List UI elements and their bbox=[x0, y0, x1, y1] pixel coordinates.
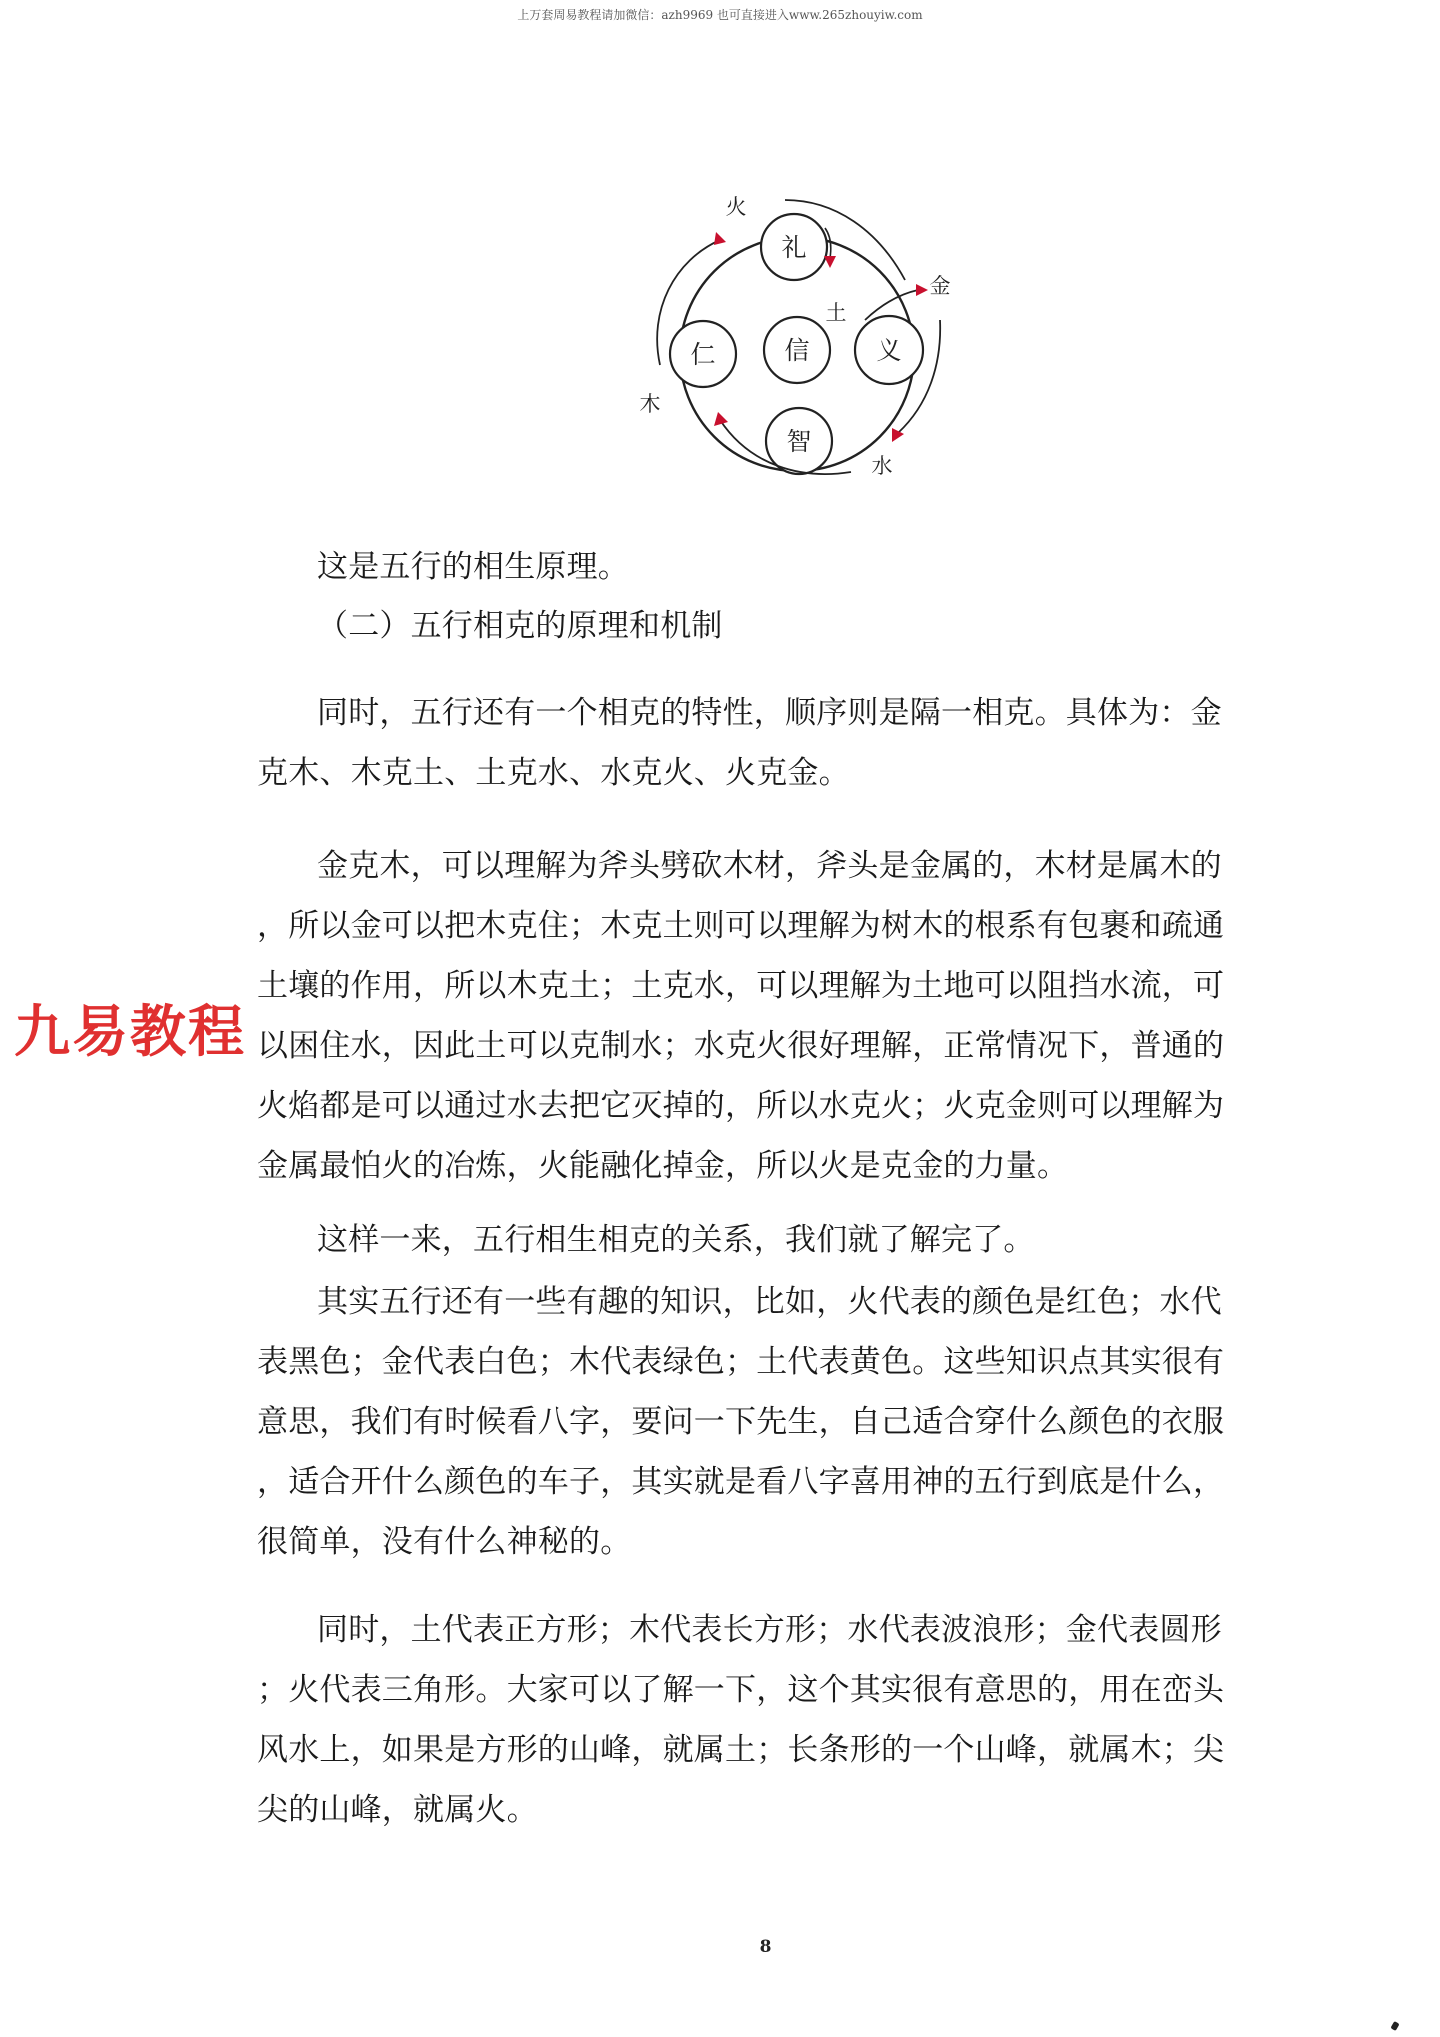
virtue-zhi: 智 bbox=[786, 427, 812, 456]
virtue-yi: 义 bbox=[876, 336, 902, 365]
element-wood-label: 木 bbox=[639, 392, 661, 416]
section-heading: （二）五行相克的原理和机制 bbox=[317, 608, 723, 644]
page-header: 上万套周易教程请加微信：azh9969 也可直接进入www.265zhouyiw.com bbox=[517, 8, 923, 22]
arrow-head-wood bbox=[714, 412, 728, 426]
paragraph-line: ；火代表三角形。大家可以了解一下，这个其实很有意思的，用在峦头 bbox=[257, 1672, 1225, 1708]
arrow-head-metal bbox=[916, 284, 928, 296]
paragraph-line: 同时，土代表正方形；木代表长方形；水代表波浪形；金代表圆形 bbox=[317, 1612, 1222, 1648]
virtue-xin: 信 bbox=[784, 336, 810, 365]
scan-mark bbox=[1390, 2021, 1399, 2031]
paragraph-line: 土壤的作用，所以木克土；土克水，可以理解为土地可以阻挡水流，可 bbox=[257, 968, 1225, 1004]
page-number: 8 bbox=[759, 1937, 772, 1957]
paragraph-line: 金克木，可以理解为斧头劈砍木材，斧头是金属的，木材是属木的 bbox=[317, 848, 1222, 884]
paragraph-line: 很简单，没有什么神秘的。 bbox=[257, 1524, 632, 1560]
arrow-head-fire bbox=[714, 232, 726, 245]
paragraph-line: ，所以金可以把木克住；木克土则可以理解为树木的根系有包裹和疏通 bbox=[257, 908, 1225, 944]
element-metal-label: 金 bbox=[929, 274, 951, 298]
generation-cycle-svg bbox=[620, 190, 980, 500]
paragraph-line: 表黑色；金代表白色；木代表绿色；土代表黄色。这些知识点其实很有 bbox=[257, 1344, 1225, 1380]
paragraph-line: 其实五行还有一些有趣的知识，比如，火代表的颜色是红色；水代 bbox=[317, 1284, 1222, 1320]
paragraph-line: 克木、木克土、土克水、水克火、火克金。 bbox=[257, 755, 850, 791]
virtue-ren: 仁 bbox=[690, 340, 716, 369]
paragraph-line: 火焰都是可以通过水去把它灭掉的，所以水克火；火克金则可以理解为 bbox=[257, 1088, 1225, 1124]
element-earth-label: 土 bbox=[825, 301, 847, 325]
virtue-li: 礼 bbox=[781, 233, 807, 262]
paragraph-line: ，适合开什么颜色的车子，其实就是看八字喜用神的五行到底是什么， bbox=[257, 1464, 1225, 1500]
element-water-label: 水 bbox=[871, 454, 893, 478]
five-elements-diagram bbox=[620, 190, 980, 500]
paragraph-line: 这是五行的相生原理。 bbox=[317, 549, 629, 585]
element-fire-label: 火 bbox=[725, 195, 747, 219]
paragraph-line: 金属最怕火的冶炼，火能融化掉金，所以火是克金的力量。 bbox=[257, 1148, 1069, 1184]
paragraph-line: 以困住水，因此土可以克制水；水克火很好理解，正常情况下，普通的 bbox=[257, 1028, 1225, 1064]
watermark-logo: 九易教程 bbox=[14, 1000, 246, 1065]
paragraph-line: 这样一来，五行相生相克的关系，我们就了解完了。 bbox=[317, 1222, 1035, 1258]
paragraph-line: 意思，我们有时候看八字，要问一下先生，自己适合穿什么颜色的衣服 bbox=[257, 1404, 1225, 1440]
paragraph-line: 同时，五行还有一个相克的特性，顺序则是隔一相克。具体为：金 bbox=[317, 695, 1222, 731]
arrow-head-earth bbox=[824, 256, 836, 268]
paragraph-line: 风水上，如果是方形的山峰，就属土；长条形的一个山峰，就属木；尖 bbox=[257, 1732, 1225, 1768]
paragraph-line: 尖的山峰，就属火。 bbox=[257, 1792, 538, 1828]
